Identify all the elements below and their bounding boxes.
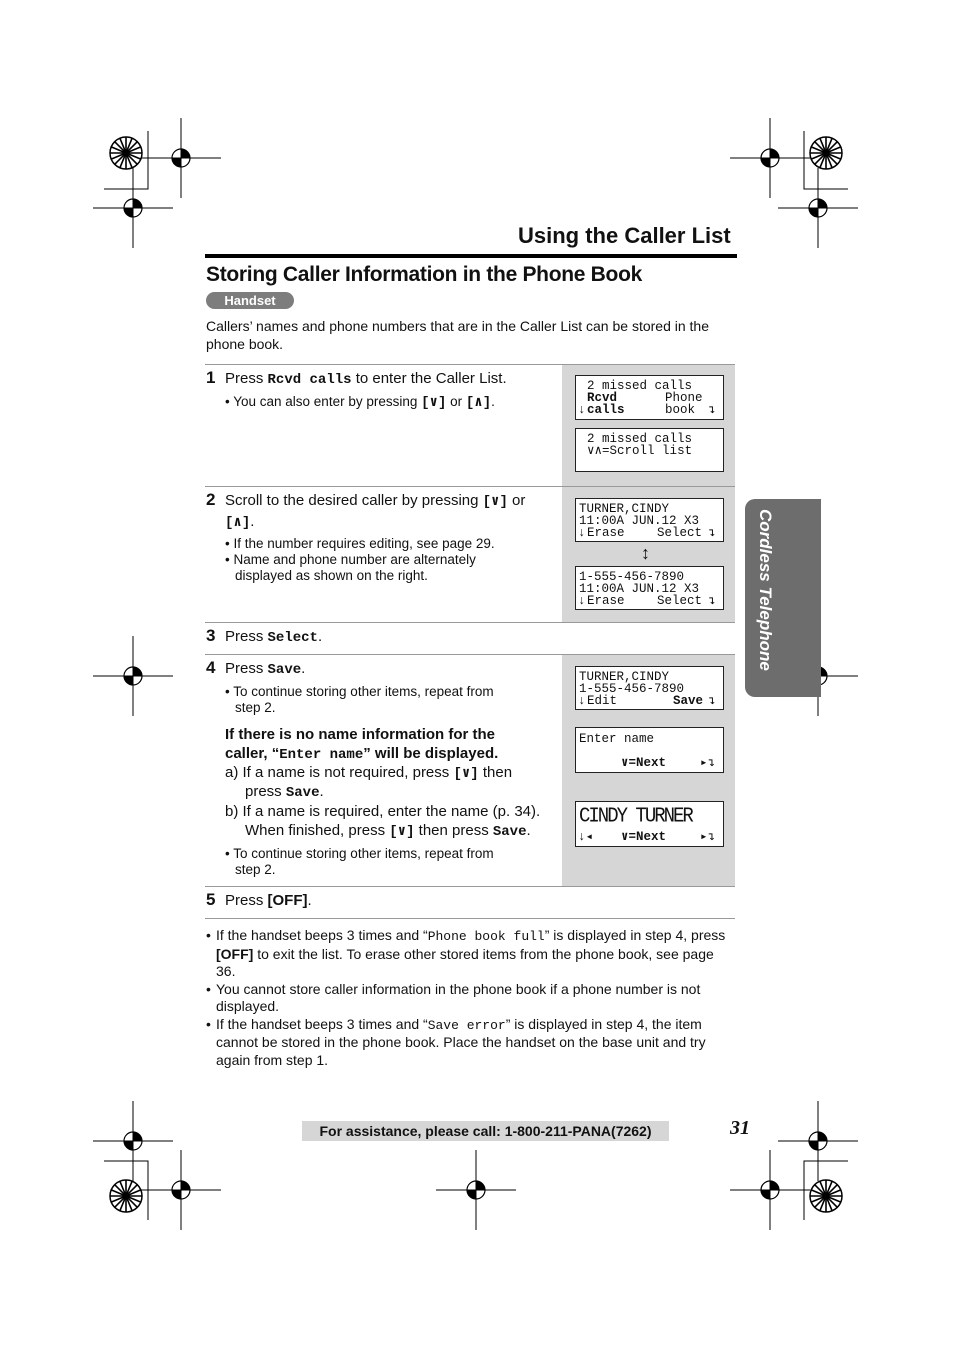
lcd-line: book bbox=[665, 403, 696, 417]
table-rule bbox=[205, 654, 735, 655]
lcd-line: Erase bbox=[587, 594, 625, 608]
display-text: Save error bbox=[427, 1017, 506, 1033]
text: Press bbox=[225, 628, 268, 645]
text: then press bbox=[414, 822, 493, 839]
key-label: Save bbox=[267, 662, 302, 678]
lcd-line: Select bbox=[657, 594, 703, 608]
text: If the number requires editing, see page 29. bbox=[233, 536, 495, 551]
option-a bbox=[225, 763, 512, 784]
lcd-display-7 bbox=[575, 801, 724, 847]
text: When finished, press bbox=[245, 822, 390, 839]
lcd-display-4 bbox=[575, 566, 724, 610]
text: . bbox=[301, 660, 306, 677]
text: Press bbox=[225, 660, 268, 677]
arrow-down-icon: ↓ bbox=[578, 526, 586, 540]
key-label: [∧] bbox=[225, 515, 251, 531]
lcd-line: 1-555-456-7890 bbox=[579, 682, 685, 696]
note-item bbox=[206, 927, 736, 981]
no-name-heading: If there is no name information for the bbox=[225, 726, 496, 743]
lcd-line: ∨=Next bbox=[621, 830, 667, 844]
key-label: [∨] bbox=[453, 766, 479, 782]
text: caller, “ bbox=[225, 745, 280, 762]
lcd-line: 11:00A JUN.12 X3 bbox=[579, 582, 700, 596]
step1-text bbox=[225, 369, 507, 390]
arrow-down-icon: ↓ bbox=[578, 594, 586, 608]
lcd-line: Enter name bbox=[579, 732, 655, 746]
option-b: b) If a name is required, enter the name (p. 34). bbox=[225, 803, 541, 820]
lcd-display-2 bbox=[575, 428, 724, 472]
key-label: [∨] bbox=[482, 494, 508, 510]
lcd-line: 11:00A JUN.12 X3 bbox=[579, 514, 700, 528]
lcd-line: Select bbox=[657, 526, 703, 540]
text: or bbox=[507, 492, 526, 509]
step-number: 1 bbox=[206, 368, 216, 387]
note-item: • You cannot store caller information in the phone book if a phone number is not displayed. bbox=[206, 981, 736, 1016]
lcd-line: CINDY TURNER bbox=[579, 803, 692, 829]
text: . bbox=[317, 628, 323, 645]
side-tab-text: Cordless Telephone bbox=[756, 509, 775, 671]
lcd-line: 2 missed calls bbox=[587, 432, 693, 446]
arrow-down-icon: ↓ bbox=[578, 403, 586, 417]
text: to exit the list. To erase other stored items from the phone book, see page 36. bbox=[216, 945, 714, 979]
step1-bullet: • You can also enter by pressing [∨] or [∧]. bbox=[225, 394, 495, 411]
text: press bbox=[245, 783, 286, 800]
lcd-display-3 bbox=[575, 498, 724, 542]
key-label: Enter name bbox=[279, 747, 364, 763]
step4-bullet-cont: step 2. bbox=[235, 862, 276, 877]
step-number: 5 bbox=[206, 890, 216, 909]
lcd-line: Edit bbox=[587, 694, 618, 708]
text: then bbox=[478, 764, 513, 781]
step5-text bbox=[225, 891, 312, 910]
lcd-display-1 bbox=[575, 375, 724, 420]
key-label: [OFF] bbox=[267, 892, 308, 909]
arrow-return-icon: ↴ bbox=[708, 526, 716, 540]
step-number: 2 bbox=[206, 490, 216, 509]
lcd-line: 2 missed calls bbox=[587, 379, 693, 393]
key-label: [∧] bbox=[465, 395, 492, 411]
lcd-line: Rcvd bbox=[587, 391, 618, 405]
key-label: [OFF] bbox=[216, 945, 254, 962]
text: a) If a name is not required, press bbox=[225, 764, 454, 781]
text: Press bbox=[225, 892, 268, 909]
cursor-right-icon: ▸↴ bbox=[700, 830, 716, 844]
display-text: Phone book full bbox=[427, 929, 545, 944]
option-b-cont bbox=[245, 821, 531, 842]
cursor-right-icon: ▸↴ bbox=[700, 756, 716, 770]
step-number: 4 bbox=[206, 658, 216, 677]
no-name-heading-2 bbox=[225, 744, 498, 765]
step-number: 3 bbox=[206, 626, 216, 645]
lcd-line: 1-555-456-7890 bbox=[579, 570, 685, 584]
key-label: Save bbox=[285, 785, 320, 801]
arrow-down-icon: ↓ bbox=[578, 694, 586, 708]
lcd-line: ∨∧=Scroll list bbox=[587, 444, 693, 458]
lcd-line: Erase bbox=[587, 526, 625, 540]
cursor-left-icon: ↓◂ bbox=[578, 830, 594, 844]
lcd-display-5 bbox=[575, 666, 724, 710]
notes-list bbox=[206, 927, 736, 1069]
alternate-arrow-icon: ↕ bbox=[641, 543, 650, 563]
handset-badge: Handset bbox=[206, 292, 294, 309]
lcd-display-6 bbox=[575, 727, 724, 773]
text: . bbox=[250, 513, 255, 530]
side-tab-label bbox=[752, 509, 782, 689]
key-label: Save bbox=[492, 824, 527, 840]
text: Scroll to the desired caller by pressing bbox=[225, 492, 483, 509]
option-a-cont bbox=[245, 782, 324, 803]
step2-text bbox=[225, 491, 555, 533]
text: to enter the Caller List. bbox=[351, 370, 507, 387]
arrow-return-icon: ↴ bbox=[708, 403, 716, 417]
text: . bbox=[491, 394, 495, 409]
text: If the handset beeps 3 times and “ bbox=[216, 1015, 428, 1032]
lcd-line: Save bbox=[673, 694, 704, 708]
table-rule bbox=[205, 918, 735, 919]
text: To continue storing other items, repeat from bbox=[233, 684, 494, 699]
text: You can also enter by pressing bbox=[233, 394, 422, 409]
text: Press bbox=[225, 370, 268, 387]
text: . bbox=[526, 822, 531, 839]
table-rule bbox=[205, 886, 735, 887]
page-heading: Storing Caller Information in the Phone Book bbox=[206, 263, 642, 286]
step2-bullet: • If the number requires editing, see page 29. bbox=[225, 536, 495, 551]
text: To continue storing other items, repeat from bbox=[233, 846, 494, 861]
key-label: Select bbox=[267, 630, 318, 646]
text: . bbox=[307, 892, 312, 909]
section-rule bbox=[205, 254, 737, 258]
text: ” is displayed in step 4, the item cannot be stored in the phone book. Place the handset on the base unit and try again from step 1. bbox=[216, 1015, 706, 1068]
lcd-line: Phone bbox=[665, 391, 703, 405]
key-label: [∨] bbox=[421, 395, 447, 411]
intro-paragraph: Callers’ names and phone numbers that are in the Caller List can be stored in the phone book. bbox=[206, 318, 709, 352]
lcd-line: calls bbox=[587, 403, 625, 417]
text: . bbox=[319, 783, 324, 800]
arrow-return-icon: ↴ bbox=[708, 694, 716, 708]
table-rule bbox=[205, 364, 735, 365]
key-label: Rcvd calls bbox=[267, 372, 352, 388]
step3-text bbox=[225, 627, 322, 648]
text: If the handset beeps 3 times and “ bbox=[216, 927, 428, 943]
step4-bullet: • To continue storing other items, repeat from bbox=[225, 846, 494, 861]
help-line: For assistance, please call: 1-800-211-PANA(7262) bbox=[319, 1123, 652, 1139]
table-rule bbox=[205, 486, 735, 487]
step4-bullet-cont: step 2. bbox=[235, 700, 276, 715]
step2-bullet: • Name and phone number are alternately bbox=[225, 552, 476, 567]
arrow-return-icon: ↴ bbox=[708, 594, 716, 608]
step4-bullet: • To continue storing other items, repeat from bbox=[225, 684, 494, 699]
lcd-line: TURNER,CINDY bbox=[579, 670, 670, 684]
text: or bbox=[446, 394, 466, 409]
text: Name and phone number are alternately bbox=[233, 552, 476, 567]
page-number: 31 bbox=[730, 1117, 750, 1139]
step4-text bbox=[225, 659, 305, 680]
key-label: [∨] bbox=[389, 824, 415, 840]
table-rule bbox=[205, 622, 735, 623]
lcd-line: TURNER,CINDY bbox=[579, 502, 670, 516]
section-title: Using the Caller List bbox=[518, 223, 731, 248]
lcd-line: ∨=Next bbox=[621, 756, 667, 770]
text: ” will be displayed. bbox=[363, 745, 499, 762]
step2-bullet-cont: displayed as shown on the right. bbox=[235, 568, 428, 583]
text: ” is displayed in step 4, press bbox=[544, 927, 726, 943]
note-item bbox=[206, 1016, 736, 1070]
